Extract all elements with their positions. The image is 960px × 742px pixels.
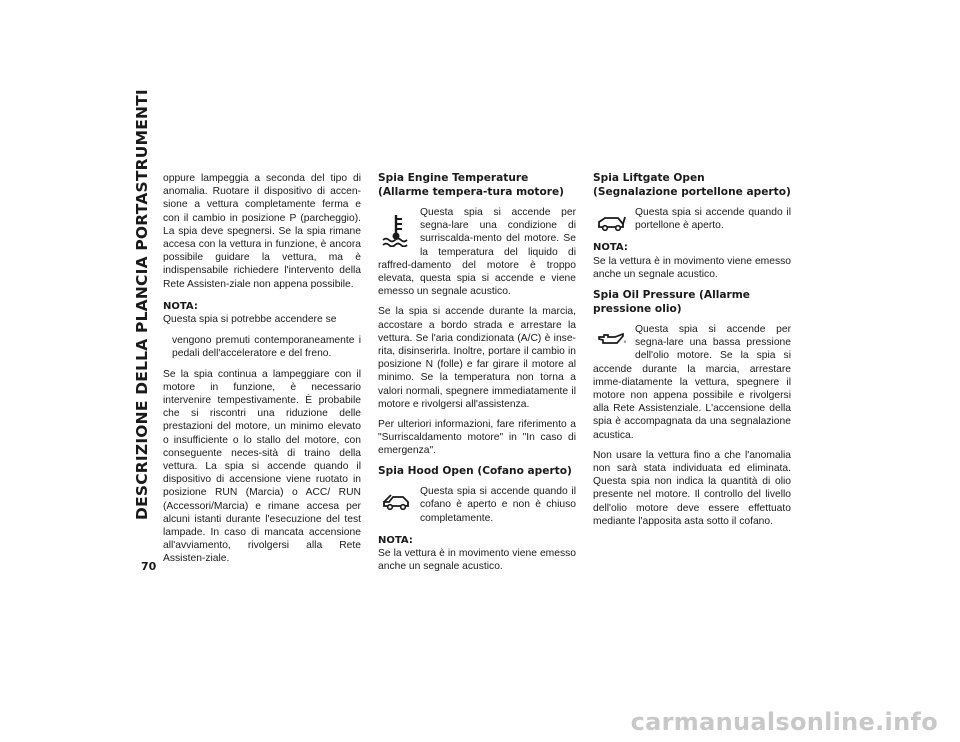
hood-open-heading: Spia Hood Open (Cofano aperto) [378,464,572,477]
engine-temperature-heading: Spia Engine Temperature (Allarme tempera-tura motore) [378,172,564,198]
oil-pressure-block [593,323,791,442]
paragraph: oppure lampeggia a seconda del tipo di anomalia. Ruotare il dispositivo di accen-sione a vettura completamente ferma e con il cambio in posizione P (parcheggio). La spia deve spegnersi. Se la spia rimane accesa con la vettura in funzione, è ancora possibile guidare la vettura, ma è indispensabile richiedere l'intervento della Rete Assisten-ziale non appena possibile. [163,173,361,290]
page-number: 70 [141,560,157,573]
paragraph: Questa spia si accende per segna-lare una condizione di surriscalda-mento del motore. Se la temperatura del liquido di raffred-damento del motore è troppo elevata, questa spia si accende e viene emesso un segnale acustico. [378,207,576,298]
coolant-temperature-icon [378,212,414,248]
section-side-title: DESCRIZIONE DELLA PLANCIA PORTASTRUMENTI [133,89,151,520]
liftgate-open-icon [593,212,629,234]
liftgate-open-heading: Spia Liftgate Open (Segnalazione portellone aperto) [593,172,791,198]
column-3 [593,172,791,535]
paragraph: Se la spia si accende durante la marcia, accostare a bordo strada e arrestare la vettura. Se l'aria condizionata (A/C) è inse-rita, disinserirla. Inoltre, portare il cambio in posizione N (folle) e far girare il motore al minimo. Se la temperatura non torna a valori normali, spegnere immediatamente il motore e rivolgersi all'assistenza. [378,306,576,410]
note-text: vengono premuti contemporaneamente i pedali dell'acceleratore e del freno. [172,335,361,360]
note-text: Se la vettura è in movimento viene emesso anche un segnale acustico. [378,547,576,573]
note-label: NOTA: [378,534,413,546]
column-2 [378,172,576,581]
paragraph: Non usare la vettura fino a che l'anomalia non sarà stata individuata ed eliminata. Questa spia non indica la quantità di olio presente nel motore. Il controllo del livello dell'olio motore deve essere effettuato mediante l'apposita asta sotto il cofano. [593,449,791,527]
paragraph: Questa spia si accende quando il portellone è aperto. [635,207,791,232]
liftgate-open-block [593,206,791,232]
note-label: NOTA: [163,300,198,312]
note-text-line: Questa spia si potrebbe accendere se [163,314,337,326]
oil-can-icon [593,329,629,351]
engine-temperature-block [378,206,576,298]
column-1 [163,172,361,573]
note-label: NOTA: [593,242,628,254]
oil-pressure-heading: Spia Oil Pressure (Allarme pressione olio) [593,289,750,315]
paragraph: Se la spia continua a lampeggiare con il motore in funzione, è necessario intervenire tempestivamente. È probabile che si riscontri una riduzione delle prestazioni del motore, un minimo elevato o insufficiente o lo stallo del motore, con conseguente neces-sità di traino della vettura. La spia si accende quando il dispositivo di accensione viene ruotato in posizione RUN (Marcia) o ACC/ RUN (Accessori/Marcia) e rimane accesa per alcuni istanti durante l'esecuzione del test lampade. In caso di mancata accensione all'avviamento, rivolgersi alla Rete Assisten-ziale. [163,368,361,565]
watermark: carmanualsonline.info [630,708,938,736]
paragraph: Questa spia si accende quando il cofano è aperto e non è chiuso completamente. [420,486,576,524]
hood-open-icon [378,491,414,513]
note-text: Se la vettura è in movimento viene emesso anche un segnale acustico. [593,255,791,280]
paragraph: Questa spia si accende per segna-lare una bassa pressione dell'olio motore. Se la spia si accende durante la marcia, arrestare imme-diatamente la vettura, spegnere il motore non appena possibile e rivolgersi alla Rete Assistenziale. L'accensione della spia è accompagnata da una segnalazione acustica. [593,324,791,441]
paragraph: Per ulteriori informazioni, fare riferimento a "Surriscaldamento motore" in "In caso di emergenza". [378,419,576,457]
hood-open-block [378,485,576,525]
